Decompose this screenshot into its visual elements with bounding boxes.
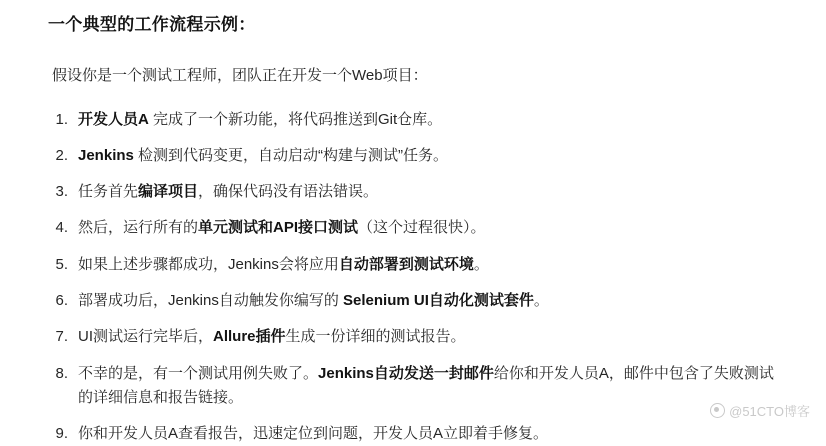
list-item-number: 9.: [44, 422, 68, 446]
emphasis-text: 单元测试和API接口测试: [198, 219, 358, 236]
list-item-text: [78, 216, 782, 240]
plain-text: UI测试运行完毕后，: [78, 328, 213, 345]
plain-text: （这个过程很快）。: [358, 219, 486, 236]
emphasis-text: Jenkins自动发送一封邮件: [318, 365, 494, 382]
list-item-number: 3.: [44, 180, 68, 204]
list-item-text: [78, 144, 782, 168]
list-item: [44, 325, 782, 349]
page-title: 一个典型的工作流程示例：: [48, 12, 782, 38]
watermark-logo-icon: [710, 403, 725, 418]
list-item-number: 7.: [44, 325, 68, 349]
plain-text: ，确保代码没有语法错误。: [198, 183, 378, 200]
list-item-number: 8.: [44, 362, 68, 386]
list-item-text: [78, 362, 782, 411]
watermark: [710, 401, 810, 420]
list-item-number: 5.: [44, 253, 68, 277]
emphasis-text: 开发人员A: [78, 111, 149, 128]
plain-text: 。: [534, 292, 549, 309]
list-item-text: [78, 289, 782, 313]
list-item-number: 1.: [44, 108, 68, 132]
list-item-number: 2.: [44, 144, 68, 168]
list-item: [44, 216, 782, 240]
emphasis-text: 编译项目: [138, 183, 198, 200]
list-item-text: [78, 180, 782, 204]
list-item: [44, 253, 782, 277]
list-item: [44, 289, 782, 313]
watermark-label: @51CTO博客: [729, 401, 810, 420]
workflow-step-list: [44, 108, 782, 446]
plain-text: 检测到代码变更，自动启动“构建与测试”任务。: [134, 147, 448, 164]
intro-paragraph: 假设你是一个测试工程师，团队正在开发一个Web项目：: [52, 64, 782, 88]
emphasis-text: Jenkins: [78, 147, 134, 164]
plain-text: 。: [474, 256, 489, 273]
list-item-text: [78, 325, 782, 349]
plain-text: 部署成功后，Jenkins自动触发你编写的: [78, 292, 343, 309]
list-item: [44, 362, 782, 411]
plain-text: 生成一份详细的测试报告。: [286, 328, 466, 345]
list-item-number: 6.: [44, 289, 68, 313]
plain-text: 如果上述步骤都成功，Jenkins会将应用: [78, 256, 339, 273]
list-item-number: 4.: [44, 216, 68, 240]
list-item: [44, 180, 782, 204]
list-item-text: [78, 253, 782, 277]
list-item-text: [78, 422, 782, 446]
plain-text: 任务首先: [78, 183, 138, 200]
list-item: [44, 108, 782, 132]
emphasis-text: 自动部署到测试环境: [339, 256, 474, 273]
plain-text: 给你和开发人员A，邮件中包含了失败测试的详细信息和报告链接。: [78, 365, 774, 406]
list-item: [44, 422, 782, 446]
plain-text: 完成了一个新功能，将代码推送到Git仓库。: [149, 111, 442, 128]
emphasis-text: Selenium UI自动化测试套件: [343, 292, 534, 309]
list-item-text: [78, 108, 782, 132]
plain-text: 然后，运行所有的: [78, 219, 198, 236]
plain-text: 不幸的是，有一个测试用例失败了。: [78, 365, 318, 382]
list-item: [44, 144, 782, 168]
plain-text: 你和开发人员A查看报告，迅速定位到问题，开发人员A立即着手修复。: [78, 425, 548, 442]
emphasis-text: Allure插件: [213, 328, 286, 345]
